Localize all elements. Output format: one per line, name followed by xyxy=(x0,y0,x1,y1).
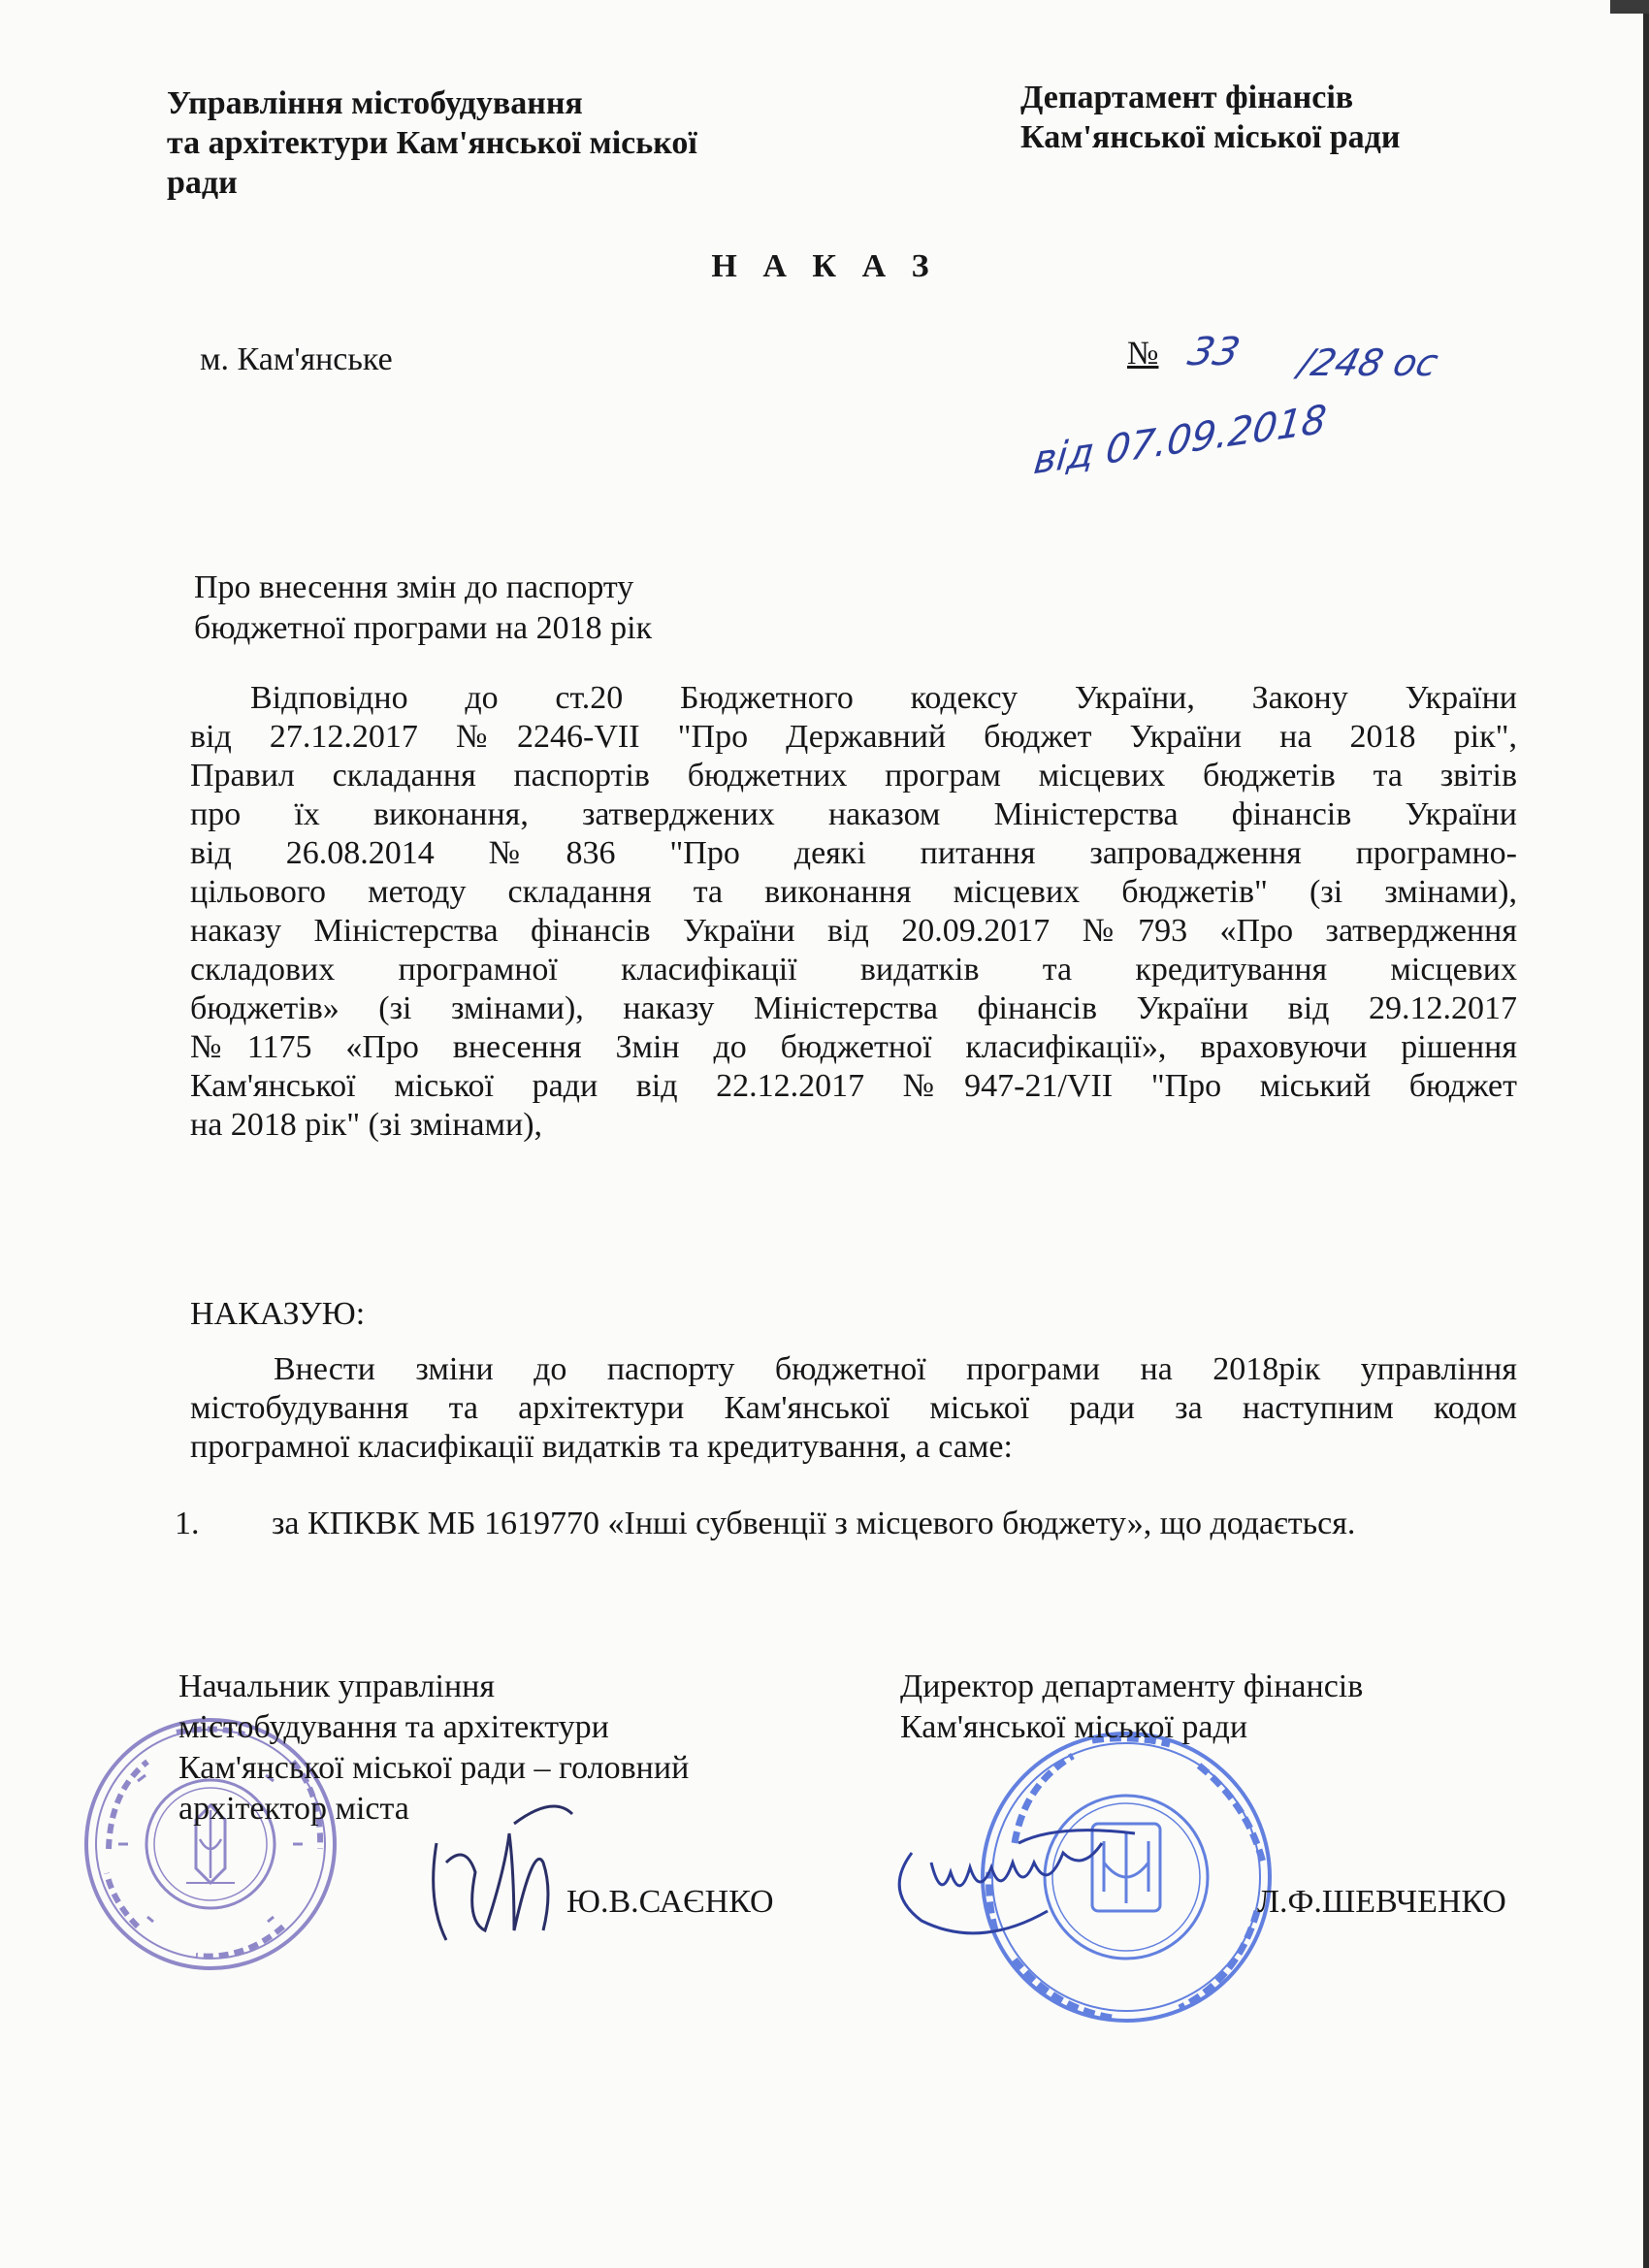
handwritten-number: 33 xyxy=(1183,330,1245,374)
position-line: Кам'янської міської ради – головний xyxy=(178,1750,690,1786)
preamble-line: цільового методу складання та виконання місцевих бюджетів" (зі змінами), xyxy=(190,874,1517,910)
document-title: Н А К А З xyxy=(711,248,938,284)
preamble-line: про їх виконання, затверджених наказом Міністерства фінансів України xyxy=(190,796,1517,832)
position-line: Кам'янської міської ради xyxy=(900,1709,1248,1745)
preamble-line: бюджетів» (зі змінами), наказу Міністерства фінансів України від 29.12.2017 xyxy=(190,990,1517,1026)
subject-line: бюджетної програми на 2018 рік xyxy=(194,610,653,646)
city: м. Кам'янське xyxy=(200,341,393,377)
preamble-line: від 27.12.2017 №2246-VII "Про Державний бюджет України на 2018 рік", xyxy=(190,719,1517,755)
issuer-right-line: Кам'янської міської ради xyxy=(1020,119,1401,155)
scan-corner xyxy=(1610,0,1649,14)
right-signatory-position xyxy=(900,1667,1363,1748)
preamble-line: Кам'янської міської ради від 22.12.2017 №947-21/VII "Про міський бюджет xyxy=(190,1068,1517,1104)
issuer-left-line: та архітектури Кам'янської міської xyxy=(167,125,697,161)
subject-line: Про внесення змін до паспорту xyxy=(194,569,634,605)
handwritten-date: від 07.09.2018 xyxy=(1031,397,1329,484)
issuer-left-line: Управління містобудування xyxy=(167,85,583,121)
right-signature xyxy=(873,1804,1164,1950)
position-line: Начальник управління xyxy=(178,1669,495,1704)
order-item-number: 1. xyxy=(175,1506,200,1541)
order-item-text: за КПКВК МБ 1619770 «Інші субвенції з місцевого бюджету», що додається. xyxy=(272,1506,1356,1541)
preamble-line: складових програмної класифікації видатків та кредитування місцевих xyxy=(190,952,1517,988)
number-sign: № xyxy=(1127,336,1159,372)
order-line: містобудування та архітектури Кам'янської міської ради за наступним кодом xyxy=(190,1390,1517,1426)
preamble-line: від 26.08.2014 №836 "Про деякі питання запровадження програмно- xyxy=(190,835,1517,871)
handwritten-number-suffix: /248 ос xyxy=(1294,341,1443,384)
order-line: програмної класифікації видатків та кредитування, а саме: xyxy=(190,1429,1013,1465)
position-line: архітектор міста xyxy=(178,1791,409,1827)
scan-edge xyxy=(1643,0,1649,2268)
position-line: Директор департаменту фінансів xyxy=(900,1669,1364,1704)
order-item xyxy=(175,1506,1355,1542)
issuer-right-line: Департамент фінансів xyxy=(1020,80,1354,115)
right-signatory-name: Л.Ф.ШЕВЧЕНКО xyxy=(1257,1884,1506,1920)
document-subject xyxy=(194,567,652,649)
preamble-line: наказу Міністерства фінансів України від 20.09.2017 №793 «Про затвердження xyxy=(190,913,1517,949)
preamble-line: №1175 «Про внесення Змін до бюджетної класифікації», враховуючи рішення xyxy=(190,1029,1517,1065)
order-text xyxy=(190,1350,1517,1467)
order-line: Внести зміни до паспорту бюджетної програми на 2018рік управління xyxy=(274,1351,1517,1387)
left-signatory-name: Ю.В.САЄНКО xyxy=(566,1884,774,1920)
issuer-right xyxy=(1020,78,1564,157)
preamble-line: Відповідно до ст.20 Бюджетного кодексу України, Закону України xyxy=(250,680,1517,716)
preamble-line: Правил складання паспортів бюджетних програм місцевих бюджетів та звітів xyxy=(190,758,1517,794)
issuer-left xyxy=(167,83,826,203)
preamble-line: на 2018 рік" (зі змінами), xyxy=(190,1107,543,1143)
left-signatory-position xyxy=(178,1667,689,1830)
issuer-left-line: ради xyxy=(167,165,238,201)
preamble xyxy=(190,679,1517,1145)
order-heading: НАКАЗУЮ: xyxy=(190,1296,366,1332)
position-line: містобудування та архітектури xyxy=(178,1709,609,1745)
